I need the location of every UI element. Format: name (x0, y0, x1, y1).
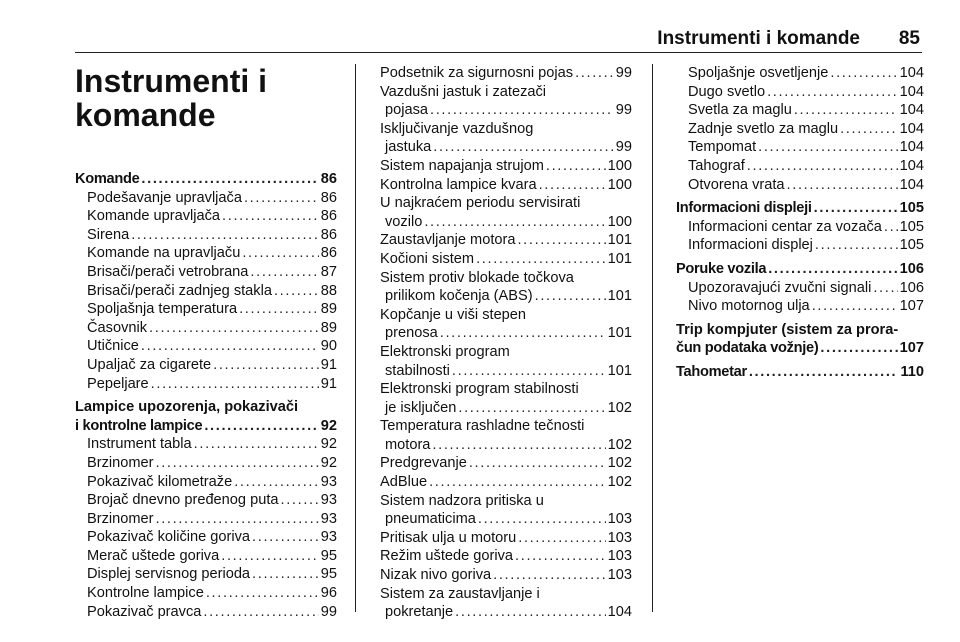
dot-leader (515, 547, 606, 566)
toc-entry-page-number: 91 (320, 356, 337, 373)
toc-entry-page-number: 104 (899, 157, 924, 174)
toc-entry[interactable] (380, 231, 632, 250)
toc-entry-title: Sirena (87, 226, 130, 243)
toc-entry[interactable] (380, 306, 632, 343)
toc-entry-page-number: 103 (607, 548, 632, 565)
toc-entry-page-number: 106 (899, 279, 924, 296)
toc-entry[interactable] (676, 297, 924, 316)
dot-leader (478, 510, 606, 529)
running-header-page-number: 85 (898, 28, 920, 49)
toc-entry[interactable] (75, 491, 337, 510)
toc-entry-title: Brisači/perači vetrobrana (87, 263, 249, 280)
toc-entry-page-number: 101 (607, 288, 632, 305)
toc-entry-title-line: Sistem protiv blokade točkova (380, 269, 574, 286)
toc-entry-title: Poruke vozila (676, 260, 767, 277)
dot-leader (535, 287, 606, 306)
toc-entry[interactable] (380, 269, 632, 306)
toc-entry[interactable] (380, 194, 632, 231)
dot-leader (458, 399, 605, 418)
dot-leader (149, 319, 319, 338)
toc-entry[interactable] (75, 319, 337, 338)
toc-entry-page-number: 107 (899, 340, 924, 357)
toc-entry-page-number: 102 (607, 455, 632, 472)
toc-entry-title: Dugo svetlo (688, 83, 766, 100)
dot-leader (430, 101, 614, 120)
toc-entry-page-number: 102 (607, 436, 632, 453)
dot-leader (820, 339, 897, 358)
toc-entry-title: Brzinomer (87, 454, 154, 471)
toc-entry[interactable] (75, 226, 337, 245)
toc-entry-title-line: Lampice upozorenja, pokazivači (75, 399, 299, 416)
toc-entry[interactable] (75, 337, 337, 356)
dot-leader (156, 510, 319, 529)
toc-entry-title-line: Isključivanje vazdušnog (380, 120, 534, 137)
toc-entry-title: je isključen (385, 399, 457, 416)
toc-entry-page-number: 110 (900, 363, 924, 380)
toc-entry[interactable] (75, 300, 337, 319)
toc-entry-page-number: 101 (607, 362, 632, 379)
toc-entry-page-number: 105 (899, 218, 924, 235)
toc-entry[interactable] (380, 585, 632, 622)
toc-entry[interactable] (676, 101, 924, 120)
toc-column-1 (75, 64, 337, 621)
toc-entry-title-line: Elektronski program (380, 343, 510, 360)
toc-entry-page-number: 86 (320, 171, 337, 187)
toc-entry-page-number: 92 (320, 454, 337, 471)
toc-entry-title-line: Sistem nadzora pritiska u (380, 492, 544, 509)
dot-leader (493, 566, 606, 585)
toc-entry[interactable] (75, 435, 337, 454)
dot-leader (429, 473, 606, 492)
toc-entry-title: Spoljašnje osvetljenje (688, 65, 829, 81)
toc-entry-title: Tahometar (676, 363, 747, 380)
dot-leader (151, 375, 319, 394)
toc-entry-title: Časovnik (87, 319, 148, 336)
toc-entry[interactable] (676, 279, 924, 298)
toc-entry-page-number: 101 (607, 232, 632, 249)
dot-leader (433, 138, 614, 157)
toc-entry[interactable] (676, 120, 924, 139)
toc-entry-page-number: 99 (615, 139, 632, 156)
toc-entry-page-number: 100 (607, 176, 632, 193)
toc-entry-title: Pokazivač kilometraže (87, 473, 233, 490)
toc-entry-page-number: 101 (607, 250, 632, 267)
toc-entry-page-number: 86 (320, 245, 337, 262)
toc-list-col3 (676, 64, 924, 382)
toc-column-3 (676, 64, 924, 382)
dot-leader (252, 528, 319, 547)
dot-leader (156, 454, 319, 473)
chapter-title: Instrumenti i komande (75, 63, 268, 133)
dot-leader (749, 363, 899, 382)
toc-entry-page-number: 89 (320, 301, 337, 318)
toc-entry-title: Tempomat (688, 139, 757, 156)
toc-entry[interactable] (380, 417, 632, 454)
toc-entry[interactable] (380, 83, 632, 120)
toc-entry-title-line: Sistem za zaustavljanje i (380, 585, 540, 602)
toc-entry-page-number: 87 (320, 263, 337, 280)
toc-entry-page-number: 86 (320, 189, 337, 206)
toc-entry-page-number: 93 (320, 492, 337, 509)
toc-entry-title: prilikom kočenja (ABS) (385, 288, 533, 305)
dot-leader (424, 213, 605, 232)
dot-leader (244, 189, 319, 208)
toc-entry-page-number: 89 (320, 319, 337, 336)
toc-entry-page-number: 106 (899, 260, 924, 277)
toc-entry-page-number: 96 (320, 585, 337, 602)
dot-leader (194, 435, 319, 454)
toc-entry-title: Informacioni displeji (676, 200, 812, 217)
toc-entry-title: i kontrolne lampice (75, 417, 203, 434)
toc-entry-title-line: Vazdušni jastuk i zatezači (380, 83, 547, 100)
toc-entry[interactable] (380, 492, 632, 529)
toc-entry-title: stabilnosti (385, 362, 450, 379)
toc-list-col2 (380, 64, 632, 622)
dot-leader (131, 226, 319, 245)
toc-entry-title: Nizak nivo goriva (380, 567, 492, 584)
toc-entry-title: Svetla za maglu (688, 102, 792, 119)
toc-entry-title: Podsetnik za sigurnosni pojas (380, 65, 574, 81)
toc-entry-title: Tahograf (688, 157, 745, 174)
toc-entry-title: motora (385, 436, 431, 453)
toc-entry-page-number: 99 (320, 603, 337, 620)
toc-entry[interactable] (75, 189, 337, 208)
toc-entry-title: jastuka (385, 139, 432, 156)
column-divider (355, 64, 356, 612)
toc-entry-page-number: 105 (899, 237, 924, 254)
toc-entry[interactable] (75, 207, 337, 226)
toc-entry[interactable] (676, 157, 924, 176)
dot-leader (204, 417, 318, 436)
toc-entry[interactable] (676, 176, 924, 195)
toc-entry-title: Predgrevanje (380, 455, 467, 472)
toc-entry[interactable] (380, 454, 632, 473)
toc-entry[interactable] (676, 83, 924, 102)
dot-leader (222, 207, 319, 226)
toc-entry-page-number: 101 (607, 325, 632, 342)
toc-entry-title-line: Temperatura rashladne tečnosti (380, 418, 585, 435)
dot-leader (767, 83, 898, 102)
toc-entry-title: Pokazivač pravca (87, 603, 202, 620)
dot-leader (794, 101, 898, 120)
toc-entry[interactable] (75, 528, 337, 547)
toc-entry-page-number: 100 (607, 157, 632, 174)
toc-entry[interactable] (75, 510, 337, 529)
dot-leader (141, 170, 318, 189)
toc-entry-page-number: 88 (320, 282, 337, 299)
dot-leader (469, 454, 606, 473)
toc-entry-page-number: 99 (615, 102, 632, 119)
dot-leader (758, 138, 898, 157)
toc-entry[interactable] (380, 473, 632, 492)
toc-entry-page-number: 102 (607, 399, 632, 416)
dot-leader (884, 218, 898, 237)
toc-entry-page-number: 92 (320, 417, 337, 434)
toc-entry-page-number: 103 (607, 567, 632, 584)
toc-entry-title: Zadnje svetlo za maglu (688, 120, 839, 137)
toc-entry-title: prenosa (385, 325, 438, 342)
toc-entry-page-number: 86 (320, 208, 337, 225)
toc-entry-page-number: 102 (607, 474, 632, 491)
toc-entry-title: Pepeljare (87, 375, 149, 392)
toc-entry-title: Režim uštede goriva (380, 548, 514, 565)
toc-entry[interactable] (75, 603, 337, 622)
toc-entry-title: pojasa (385, 102, 429, 119)
dot-leader (203, 603, 318, 622)
dot-leader (815, 236, 898, 255)
dot-leader (250, 263, 318, 282)
toc-entry-title: pokretanje (385, 604, 454, 621)
dot-leader (539, 176, 606, 195)
toc-entry-title: Komande upravljača (87, 208, 221, 225)
toc-entry-page-number: 103 (607, 529, 632, 546)
dot-leader (768, 260, 897, 279)
toc-entry-page-number: 107 (899, 298, 924, 315)
dot-leader (206, 584, 319, 603)
dot-leader (747, 157, 898, 176)
dot-leader (455, 603, 605, 622)
toc-entry[interactable] (676, 218, 924, 237)
toc-entry-title: Utičnice (87, 338, 139, 355)
toc-entry-page-number: 104 (899, 102, 924, 119)
toc-entry-page-number: 95 (320, 566, 337, 583)
toc-entry-page-number: 86 (320, 226, 337, 243)
dot-leader (814, 199, 898, 218)
dot-leader (141, 337, 319, 356)
dot-leader (787, 176, 898, 195)
dot-leader (518, 529, 605, 548)
toc-entry-page-number: 104 (899, 176, 924, 193)
toc-entry-title: čun podataka vožnje) (676, 340, 819, 357)
toc-entry-page-number: 104 (899, 83, 924, 100)
toc-entry-page-number: 92 (320, 436, 337, 453)
toc-entry[interactable] (380, 250, 632, 269)
toc-entry-title: Brisači/perači zadnjeg stakla (87, 282, 272, 299)
toc-entry[interactable] (75, 547, 337, 566)
toc-entry-title: Spoljašnja temperatura (87, 301, 238, 318)
toc-entry[interactable] (75, 263, 337, 282)
dot-leader (452, 362, 606, 381)
toc-entry-page-number: 95 (320, 547, 337, 564)
toc-entry-title-line: Kopčanje u viši stepen (380, 306, 527, 323)
toc-entry-title-line: Elektronski program stabilnosti (380, 381, 579, 398)
toc-entry-page-number: 93 (320, 529, 337, 546)
toc-entry[interactable] (380, 547, 632, 566)
toc-entry[interactable] (75, 454, 337, 473)
dot-leader (252, 565, 319, 584)
toc-entry-page-number: 93 (320, 473, 337, 490)
dot-leader (575, 64, 614, 83)
toc-entry[interactable] (75, 170, 337, 189)
dot-leader (432, 436, 605, 455)
dot-leader (517, 231, 605, 250)
dot-leader (221, 547, 319, 566)
dot-leader (873, 279, 897, 298)
dot-leader (440, 324, 606, 343)
toc-entry-title: Upaljač za cigarete (87, 356, 212, 373)
toc-entry[interactable] (380, 343, 632, 380)
toc-entry[interactable] (380, 157, 632, 176)
dot-leader (242, 244, 318, 263)
toc-entry-title: Kočioni sistem (380, 250, 475, 267)
toc-entry[interactable] (676, 363, 924, 382)
toc-entry-page-number: 105 (899, 200, 924, 217)
toc-entry[interactable] (75, 398, 337, 435)
toc-entry-page-number: 104 (607, 604, 632, 621)
dot-leader (239, 300, 319, 319)
toc-entry-page-number: 93 (320, 510, 337, 527)
toc-entry[interactable] (676, 236, 924, 255)
toc-entry[interactable] (380, 566, 632, 585)
toc-entry-title: Upozoravajući zvučni signali (688, 279, 872, 296)
dot-leader (234, 473, 319, 492)
toc-entry-page-number: 104 (899, 120, 924, 137)
toc-entry-title: Displej servisnog perioda (87, 566, 251, 583)
toc-entry-page-number: 103 (607, 511, 632, 528)
toc-entry[interactable] (75, 375, 337, 394)
dot-leader (213, 356, 319, 375)
toc-entry[interactable] (676, 138, 924, 157)
toc-entry-title: Merač uštede goriva (87, 547, 220, 564)
toc-entry[interactable] (75, 473, 337, 492)
toc-entry-page-number: 100 (607, 213, 632, 230)
toc-entry[interactable] (676, 321, 924, 358)
toc-entry-title-line: Trip kompjuter (sistem za prora- (676, 321, 899, 338)
toc-entry-title: Podešavanje upravljača (87, 189, 242, 206)
toc-entry-page-number: 104 (899, 139, 924, 156)
toc-entry-title: Zaustavljanje motora (380, 232, 516, 249)
toc-entry[interactable] (380, 176, 632, 195)
running-header (75, 26, 922, 53)
toc-entry[interactable] (75, 282, 337, 301)
toc-entry-title: Komande na upravljaču (87, 245, 241, 262)
toc-entry[interactable] (75, 244, 337, 263)
toc-entry-title-line: U najkraćem periodu servisirati (380, 195, 581, 212)
toc-entry-page-number: 104 (899, 65, 924, 81)
toc-entry-title: Informacioni displej (688, 237, 813, 254)
dot-leader (476, 250, 606, 269)
toc-entry-title: Kontrolna lampice kvara (380, 176, 537, 193)
toc-entry-title: Pritisak ulja u motoru (380, 529, 517, 546)
toc-entry[interactable] (380, 380, 632, 417)
toc-entry[interactable] (75, 584, 337, 603)
toc-list-col1 (75, 170, 337, 621)
toc-entry-title: Nivo motornog ulja (688, 298, 810, 315)
toc-entry-title: Sistem napajanja strujom (380, 157, 544, 174)
toc-entry[interactable] (676, 260, 924, 279)
toc-entry-title: Brojač dnevno pređenog puta (87, 492, 279, 509)
toc-entry-title: pneumaticima (385, 511, 476, 528)
toc-entry[interactable] (380, 529, 632, 548)
running-header-title: Instrumenti i komande (657, 28, 860, 49)
toc-entry-title: Otvorena vrata (688, 176, 785, 193)
toc-entry-page-number: 91 (320, 375, 337, 392)
column-divider (652, 64, 653, 612)
toc-entry[interactable] (380, 120, 632, 157)
toc-entry-title: Brzinomer (87, 510, 154, 527)
toc-entry[interactable] (75, 565, 337, 584)
dot-leader (274, 282, 319, 301)
toc-entry-title: AdBlue (380, 474, 428, 491)
dot-leader (840, 120, 898, 139)
toc-entry[interactable] (380, 64, 632, 83)
dot-leader (546, 157, 606, 176)
toc-entry-title: Komande (75, 171, 140, 187)
toc-entry-title: vozilo (385, 213, 423, 230)
toc-entry[interactable] (676, 64, 924, 83)
toc-entry-title: Kontrolne lampice (87, 585, 204, 602)
toc-entry[interactable] (75, 356, 337, 375)
toc-entry-title: Instrument tabla (87, 436, 192, 453)
dot-leader (812, 297, 898, 316)
dot-leader (281, 491, 319, 510)
toc-entry-title: Pokazivač količine goriva (87, 529, 251, 546)
dot-leader (830, 64, 897, 83)
toc-column-2 (380, 64, 632, 622)
toc-entry-page-number: 90 (320, 338, 337, 355)
toc-entry-page-number: 99 (615, 65, 632, 81)
toc-entry-title: Informacioni centar za vozača (688, 218, 882, 235)
toc-entry[interactable] (676, 199, 924, 218)
